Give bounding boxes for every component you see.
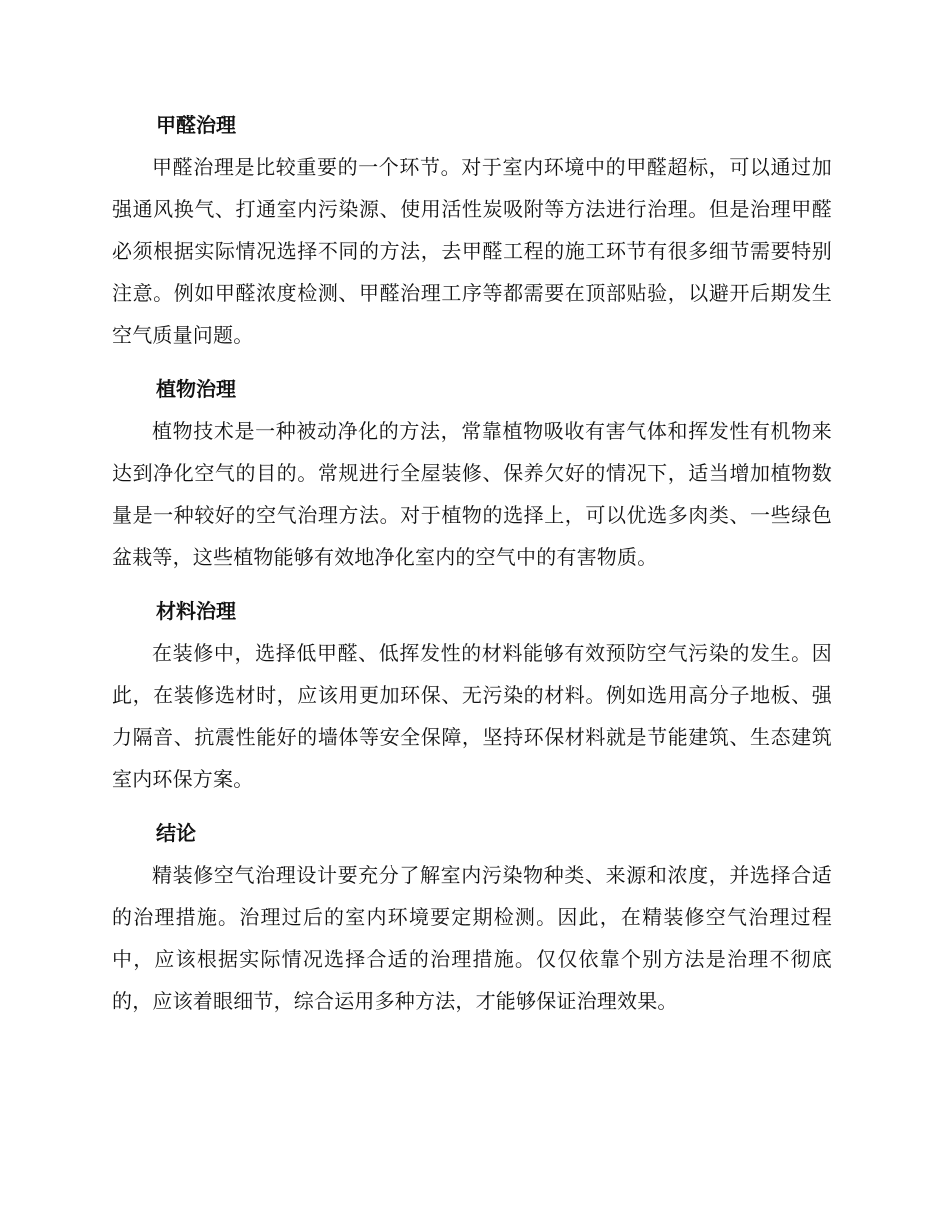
section-heading: 甲醛治理 bbox=[156, 113, 236, 137]
document-page bbox=[112, 104, 832, 1034]
section-paragraph: 精装修空气治理设计要充分了解室内污染物种类、来源和浓度，并选择合适的治理措施。治理过后的室内环境要定期检测。因此，在精装修空气治理过程中，应该根据实际情况选择合适的治理措施。仅仅依靠个别方法是治理不彻底的，应该着眼细节，综合运用多种方法，才能够保证治理效果。 bbox=[112, 863, 832, 1013]
section-formaldehyde bbox=[112, 104, 832, 356]
section-heading: 植物治理 bbox=[156, 377, 236, 401]
section-plants bbox=[112, 368, 832, 578]
section-materials bbox=[112, 590, 832, 800]
section-paragraph: 在装修中，选择低甲醛、低挥发性的材料能够有效预防空气污染的发生。因此，在装修选材时，应该用更加环保、无污染的材料。例如选用高分子地板、强力隔音、抗震性能好的墙体等安全保障，坚持环保材料就是节能建筑、生态建筑室内环保方案。 bbox=[112, 641, 832, 791]
section-heading: 材料治理 bbox=[156, 599, 236, 623]
section-heading: 结论 bbox=[156, 821, 196, 845]
section-paragraph: 甲醛治理是比较重要的一个环节。对于室内环境中的甲醛超标，可以通过加强通风换气、打通室内污染源、使用活性炭吸附等方法进行治理。但是治理甲醛必须根据实际情况选择不同的方法，去甲醛工程的施工环节有很多细节需要特别注意。例如甲醛浓度检测、甲醛治理工序等都需要在顶部贴验，以避开后期发生空气质量问题。 bbox=[112, 155, 832, 347]
section-paragraph: 植物技术是一种被动净化的方法，常靠植物吸收有害气体和挥发性有机物来达到净化空气的目的。常规进行全屋装修、保养欠好的情况下，适当增加植物数量是一种较好的空气治理方法。对于植物的选择上，可以优选多肉类、一些绿色盆栽等，这些植物能够有效地净化室内的空气中的有害物质。 bbox=[112, 419, 832, 569]
section-conclusion bbox=[112, 812, 832, 1022]
